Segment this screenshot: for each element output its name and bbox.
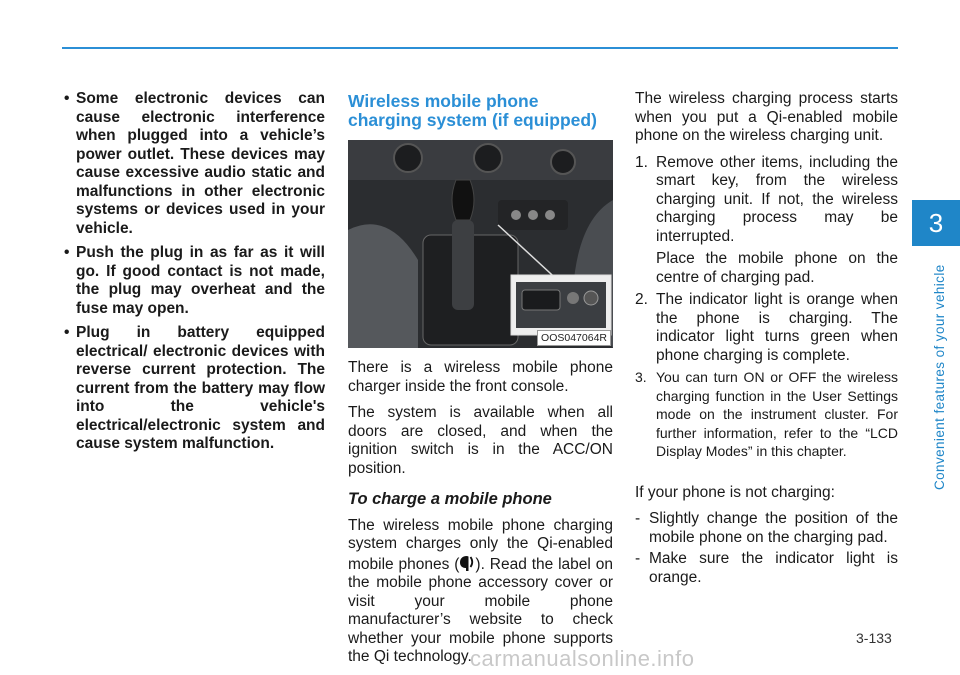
step-number: 1. — [635, 153, 648, 171]
step-note: Place the mobile phone on the centre of charging pad. — [656, 250, 898, 286]
console-illustration — [348, 140, 613, 348]
step-item — [635, 291, 898, 365]
column-left — [60, 90, 325, 460]
console-photo — [348, 140, 613, 348]
chapter-side-title — [932, 250, 960, 490]
charging-steps-cont — [635, 291, 898, 461]
paragraph: The wireless charging process starts when you put a Qi-enabled mobile phone on the wireless charging unit. — [635, 90, 898, 144]
step-text: Remove other items, including the smart key, from the wireless charging unit. If not, the wireless charging process may be interrupted. — [656, 153, 898, 245]
caution-bullets — [60, 90, 325, 454]
step-text: You can turn ON or OFF the wireless charging function in the User Settings mode on the instrument cluster. For further information, refer to the “LCD Display Modes” in this chapter. — [656, 369, 898, 459]
charging-steps — [635, 154, 898, 247]
paragraph: The system is available when all doors are closed, and when the ignition switch is in the ACC/ON position. — [348, 404, 613, 477]
column-middle — [348, 90, 613, 675]
step-text: The indicator light is orange when the phone is charging. The indicator light turns green when phone charging is complete. — [656, 291, 898, 364]
image-code-label: OOS047064R — [537, 330, 611, 346]
step-item — [635, 154, 898, 247]
qi-text-end: ). Read the label on the mobile phone accessory cover or visit your mobile phone manufacturer’s website to check whether your mobile phone supports the Qi technology. — [348, 555, 613, 665]
qi-logo-icon — [459, 554, 475, 572]
page-number: 3-133 — [856, 630, 892, 646]
chapter-title-text: Convenient features of your vehicle — [932, 264, 947, 490]
paragraph-qi — [348, 517, 613, 667]
column-right — [635, 90, 898, 590]
section-title: Wireless mobile phone charging system (if equipped) — [348, 91, 597, 130]
bullet-item: • Plug in battery equipped electrical/ electronic devices with reverse current protection. The current from the battery may flow into the vehicle's electrical/electronic system and cause system malfunction. — [60, 324, 325, 454]
bullet-item: • Push the plug in as far as it will go. If good contact is not made, the plug may overheat and the fuse may open. — [60, 244, 325, 318]
subheading: To charge a mobile phone — [348, 490, 552, 508]
step-number: 2. — [635, 291, 648, 308]
paragraph: There is a wireless mobile phone charger inside the front console. — [348, 359, 613, 395]
tip-item: - Make sure the indicator light is orange. — [635, 550, 898, 587]
bullet-item: • Some electronic devices can cause electronic interference when plugged into a vehicle’s power outlet. These devices may cause excessive audio static and malfunctions in other electronic systems or devices used in your vehicle. — [60, 90, 325, 238]
watermark: carmanualsonline.info — [470, 646, 695, 671]
tip-item: - Slightly change the position of the mobile phone on the charging pad. — [635, 510, 898, 547]
header-rule — [62, 47, 898, 49]
chapter-number-tab: 3 — [912, 200, 960, 246]
step-number: 3. — [635, 369, 647, 385]
step-item — [635, 368, 898, 461]
not-charging-heading: If your phone is not charging: — [635, 483, 835, 501]
troubleshoot-list — [635, 510, 898, 587]
qi-text-start: The wireless mobile phone charging system charges only the Qi-enabled mobile phones ( — [348, 516, 613, 573]
